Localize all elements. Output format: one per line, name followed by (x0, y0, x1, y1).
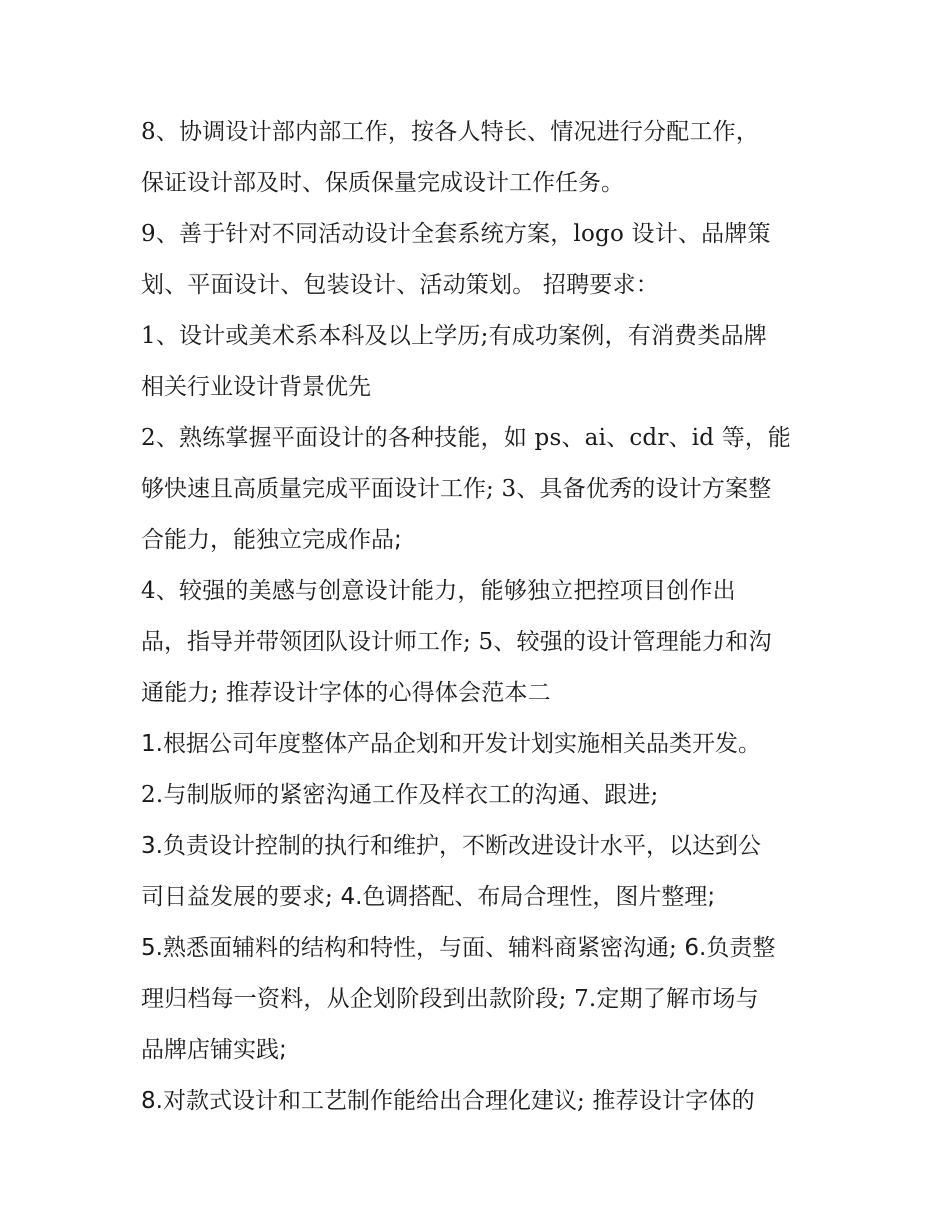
text-line (141, 157, 821, 208)
text-segment: 品，指导并带领团队设计师工作 (141, 629, 463, 655)
text-segment: 9、善于针对不同活动设计全套系统方案，logo 设计、品牌策 (141, 221, 771, 247)
text-segment: ; (325, 884, 341, 910)
text-line (141, 922, 821, 973)
text-line (141, 463, 821, 514)
text-segment: 2、熟练掌握平面设计的各种技能，如 ps、ai、cdr、id (141, 425, 722, 451)
text-segment: 8、协调设计部内部工作，按各人特长、情况进行分配工作， (141, 119, 760, 145)
text-segment: 司日益发展的要求 (141, 884, 325, 910)
text-segment: 1.根据公司年度整体产品企划和开发计划实施相关品类开发。 (141, 731, 761, 757)
text-segment: 合能力，能独立完成作品; (141, 527, 402, 553)
text-line (141, 871, 821, 922)
text-line (141, 973, 821, 1024)
text-segment: 2.与制版师的紧密沟通工作及样衣工的沟通、跟进; (141, 782, 659, 808)
text-segment: 保证设计部及时、保质保量完成设计工作任务。 (141, 170, 624, 196)
text-line (141, 667, 821, 718)
text-segment: ; 7.定期了解市场与 (558, 986, 759, 1012)
text-segment: 6.负责整 (684, 935, 776, 961)
text-line (141, 718, 821, 769)
document-body (141, 106, 821, 1126)
text-segment: 1、设计或美术系本科及以上学历;有成功案例，有消费类品牌 (141, 323, 767, 349)
text-segment: 4、较强的美感与创意设计能力，能够独立把控项目创作出 (141, 578, 736, 604)
text-segment: 8.对款式设计和工艺制作能给出合理化建议 (141, 1088, 577, 1114)
text-line (141, 769, 821, 820)
text-segment: ; (668, 935, 685, 961)
text-segment: 相关行业设计背景优先 (141, 374, 371, 400)
text-segment: 4.色调搭配、布局合理性，图片整理; (340, 884, 716, 910)
text-line (141, 514, 821, 565)
text-line (141, 616, 821, 667)
text-line (141, 259, 821, 310)
text-segment: ; 5、较强的设计管理能力和沟 (463, 629, 772, 655)
text-segment: 3.负责设计控制的执行和维护，不断改进设计水平，以达到公 (141, 833, 761, 859)
text-line (141, 310, 821, 361)
text-line (141, 106, 821, 157)
text-line (141, 1075, 821, 1126)
text-segment: 5.熟悉面辅料的结构和特性，与面、辅料商紧密沟通 (141, 935, 669, 961)
text-segment: 通能力; 推荐设计字体的心得体会范本二 (141, 680, 551, 706)
text-segment: 品牌店铺实践; (141, 1037, 287, 1063)
text-segment: ; 3、具备优秀的设计方案整 (486, 476, 772, 502)
text-line (141, 1024, 821, 1075)
text-line (141, 361, 821, 412)
text-line (141, 820, 821, 871)
text-line (141, 208, 821, 259)
text-segment: 等，能 (721, 425, 791, 451)
text-segment: 理归档每一资料，从企划阶段到出款阶段 (141, 986, 559, 1012)
text-segment: 够快速且高质量完成平面设计工作 (141, 476, 486, 502)
text-segment: ; 推荐设计字体的 (576, 1088, 755, 1114)
text-line (141, 412, 821, 463)
text-segment: 划、平面设计、包装设计、活动策划。 招聘要求： (141, 272, 659, 298)
text-line (141, 565, 821, 616)
